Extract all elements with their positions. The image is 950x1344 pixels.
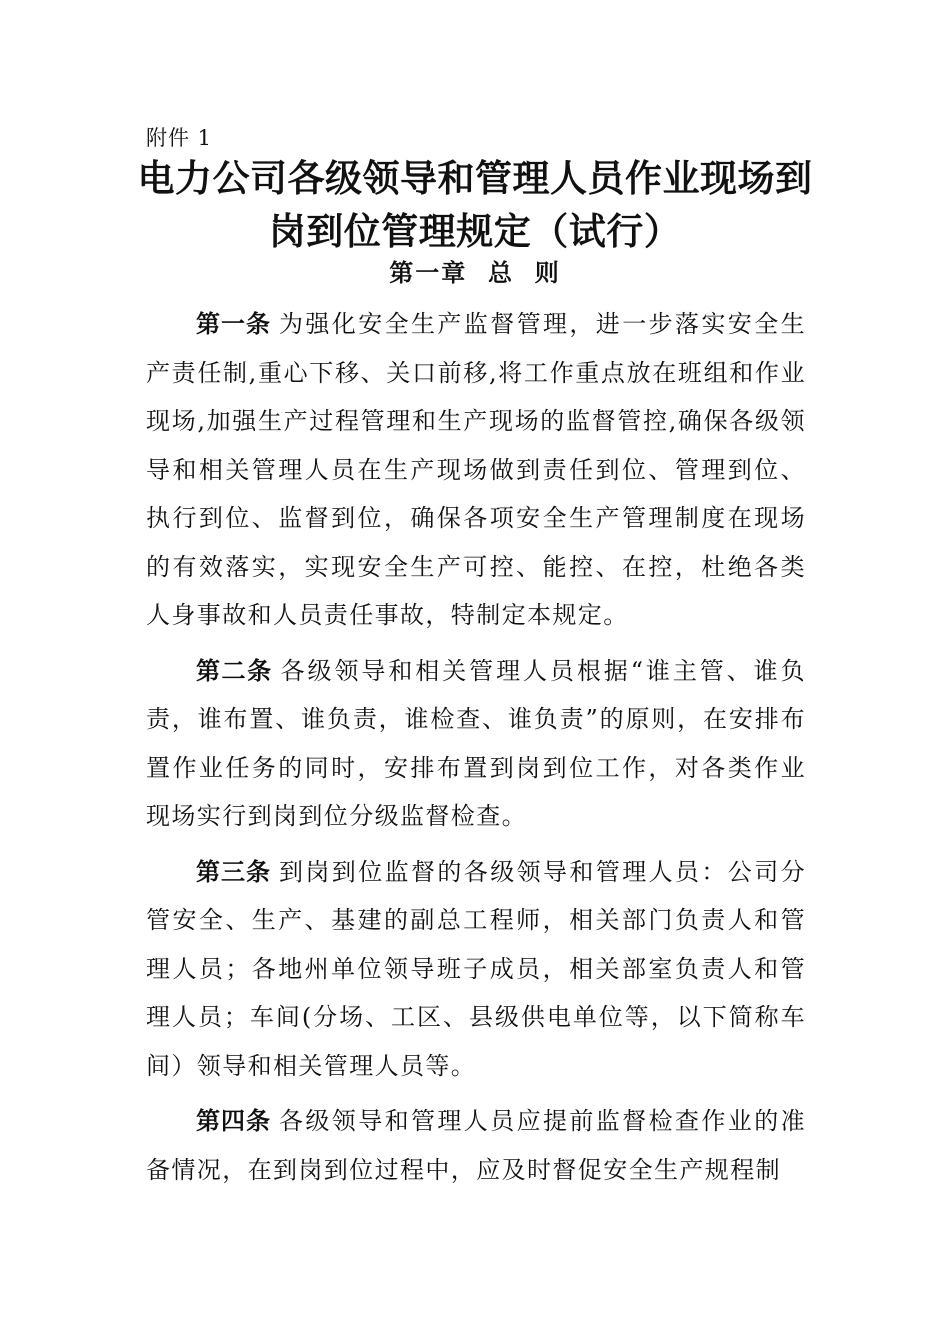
document-body xyxy=(146,300,806,1201)
chapter-heading: 第一章 总 则 xyxy=(389,259,561,287)
article-number: 第二条 xyxy=(196,656,273,685)
title-line-2: 岗到位管理规定（试行） xyxy=(268,210,682,253)
article-text: 为强化安全生产监督管理，进一步落实安全生产责任制,重心下移、关口前移,将工作重点放在班组和作业现场,加强生产过程管理和生产现场的监督管控,确保各级领导和相关管理人员在生产现场做到责任到位、管理到位、执行到位、监督到位，确保各项安全生产管理制度在现场的有效落实，实现安全生产可控、能控、在控，杜绝各类人身事故和人员责任事故，特制定本规定。 xyxy=(146,310,806,629)
document-title xyxy=(120,152,830,258)
article-4 xyxy=(146,1097,806,1194)
article-number: 第四条 xyxy=(196,1107,271,1135)
article-text: 各级领导和相关管理人员根据“谁主管、谁负责，谁布置、谁负责，谁检查、谁负责”的原则，在安排布置作业任务的同时，安排布置到岗到位工作，对各类作业现场实行到岗到位分级监督检查。 xyxy=(146,656,806,830)
article-text: 到岗到位监督的各级领导和管理人员：公司分管安全、生产、基建的副总工程师，相关部门负责人和管理人员；各地州单位领导班子成员，相关部室负责人和管理人员；车间(分场、工区、县级供电单位等，以下简称车间）领导和相关管理人员等。 xyxy=(146,857,806,1080)
article-3 xyxy=(146,848,806,1091)
article-number: 第三条 xyxy=(196,857,271,886)
attachment-label: 附件 1 xyxy=(146,126,213,150)
article-number: 第一条 xyxy=(196,310,271,338)
article-text: 各级领导和管理人员应提前监督检查作业的准备情况，在到岗到位过程中，应及时督促安全生产规程制 xyxy=(146,1107,806,1184)
article-2 xyxy=(146,647,806,841)
title-line-1: 电力公司各级领导和管理人员作业现场到 xyxy=(137,157,813,200)
article-1 xyxy=(146,300,806,640)
